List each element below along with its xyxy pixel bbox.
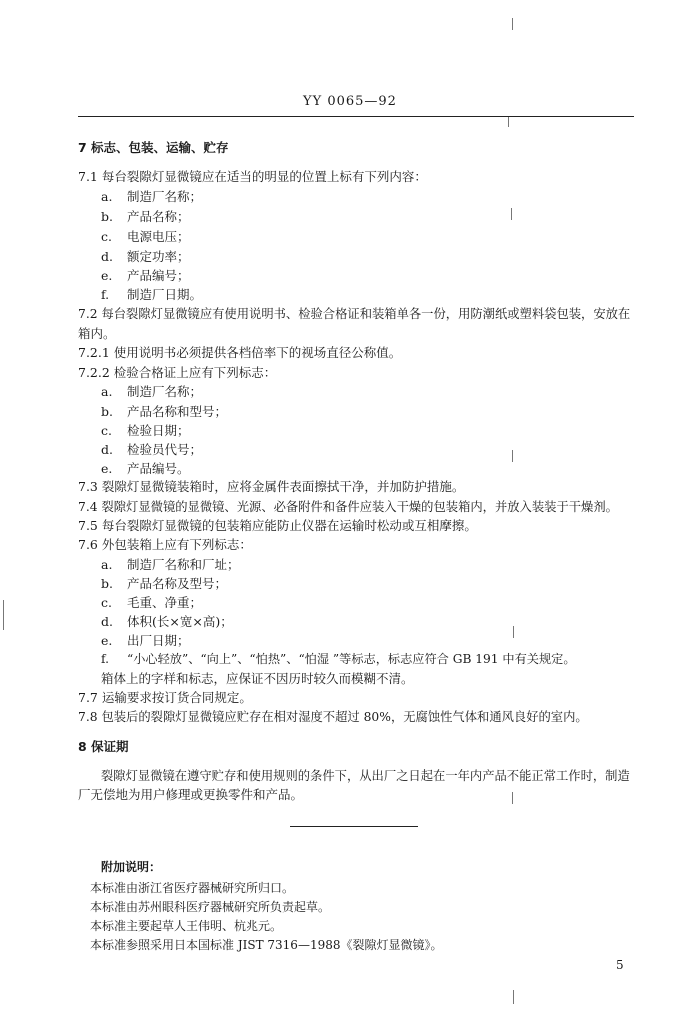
appendix-line: 本标准由苏州眼科医疗器械研究所负责起草。 [90,900,331,914]
item-text: 毛重、净重； [127,595,203,610]
clause-7-1: 7.1 每台裂隙灯显微镜应在适当的明显的位置上标有下列内容： [78,169,427,184]
item-marker: e. [101,268,113,283]
clause-7-2-line2: 箱内。 [78,326,116,341]
clause-7-2-line1: 7.2 每台裂隙灯显微镜应有使用说明书、检验合格证和装箱单各一份，用防潮纸或塑料袋包装，安放在 [78,307,631,321]
section-8-title: 8 保证期 [78,739,129,754]
item-marker: c. [101,423,112,438]
item-marker: b. [101,209,113,224]
item-marker: a. [101,189,113,204]
item-marker: a. [101,557,113,572]
item-marker: d. [101,249,113,264]
list-item [101,227,190,245]
list-item [101,593,202,611]
item-text: 产品名称； [127,209,190,224]
item-text: 出厂日期； [127,633,190,648]
item-text: 产品名称和型号； [127,404,228,419]
item-text: 制造厂名称和厂址； [127,557,240,572]
list-item [101,382,202,400]
list-item [101,555,240,573]
clause-7-4: 7.4 裂隙灯显微镜的显微镜、光源、必备附件和备件应装入干燥的包装箱内，并放入装装于干燥剂。 [78,500,618,514]
item-text: “小心轻放”、“向上”、“怕热”、“怕湿 ”等标志，标志应符合 GB 191 中有关规定。 [127,652,576,666]
item-marker: d. [101,442,113,457]
item-text: 检验日期； [127,423,190,438]
item-marker: b. [101,404,113,419]
item-text: 额定功率； [127,249,190,264]
appendix-line: 本标准参照采用日本国标准 JIST 7316—1988《裂隙灯显微镜》。 [90,938,443,952]
item-marker: f. [101,652,109,666]
appendix-line: 本标准主要起草人王伟明、杭兆元。 [90,919,283,933]
item-text: 电源电压； [127,229,190,244]
section-8-line2: 厂无偿地为用户修理或更换零件和产品。 [78,787,304,802]
list-item [101,247,190,265]
list-item [101,207,190,225]
list-item [101,440,202,458]
clause-7-7: 7.7 运输要求按订货合同规定。 [78,690,252,705]
list-item [101,631,190,649]
clause-7-6-note: 箱体上的字样和标志，应保证不因历时较久而模糊不清。 [101,671,414,686]
appendix-line: 本标准由浙江省医疗器械研究所归口。 [90,881,295,895]
item-text: 制造厂名称； [127,189,203,204]
list-item [101,650,576,667]
list-item [101,187,202,205]
clause-7-8: 7.8 包装后的裂隙灯显微镜应贮存在相对湿度不超过 80%，无腐蚀性气体和通风良好的室内。 [78,710,588,724]
item-text: 制造厂日期。 [127,287,203,302]
item-text: 体积(长×宽×高)； [127,614,233,629]
scan-mark [511,208,512,220]
clause-7-2-1: 7.2.1 使用说明书必须提供各档倍率下的视场直径公称值。 [78,345,402,360]
item-marker: b. [101,576,113,591]
item-marker: c. [101,229,112,244]
item-marker: f. [101,287,110,302]
scan-mark [513,990,514,1004]
end-rule [290,826,418,827]
list-item [101,459,190,477]
item-marker: a. [101,384,113,399]
scan-mark [512,792,513,804]
item-marker: e. [101,461,113,476]
scan-mark [3,600,4,630]
item-marker: c. [101,595,112,610]
clause-7-3: 7.3 裂隙灯显微镜装箱时，应将金属件表面擦拭干净，并加防护措施。 [78,479,465,494]
scan-mark [512,18,513,30]
list-item [101,421,190,439]
section-7-title: 7 标志、包装、运输、贮存 [78,140,229,155]
item-text: 检验员代号； [127,442,203,457]
list-item [101,266,190,284]
clause-7-2-2: 7.2.2 检验合格证上应有下列标志： [78,365,277,380]
header-rule [78,116,634,117]
standard-number: YY 0065—92 [303,94,397,109]
clause-7-6: 7.6 外包装箱上应有下列标志： [78,537,252,552]
item-marker: d. [101,614,113,629]
list-item [101,612,233,630]
scan-mark [512,450,513,462]
item-text: 产品名称及型号； [127,576,228,591]
scan-mark [513,626,514,638]
appendix-title: 附加说明： [101,860,162,874]
page-number: 5 [616,958,624,972]
section-8-line1: 裂隙灯显微镜在遵守贮存和使用规则的条件下，从出厂之日起在一年内产品不能正常工作时，制造 [101,769,630,783]
item-text: 产品编号； [127,268,190,283]
item-text: 产品编号。 [127,461,190,476]
item-marker: e. [101,633,113,648]
scan-mark [508,117,509,127]
clause-7-5: 7.5 每台裂隙灯显微镜的包装箱应能防止仪器在运输时松动或互相摩擦。 [78,518,477,533]
list-item [101,285,202,303]
list-item [101,574,227,592]
list-item [101,402,227,420]
item-text: 制造厂名称； [127,384,203,399]
